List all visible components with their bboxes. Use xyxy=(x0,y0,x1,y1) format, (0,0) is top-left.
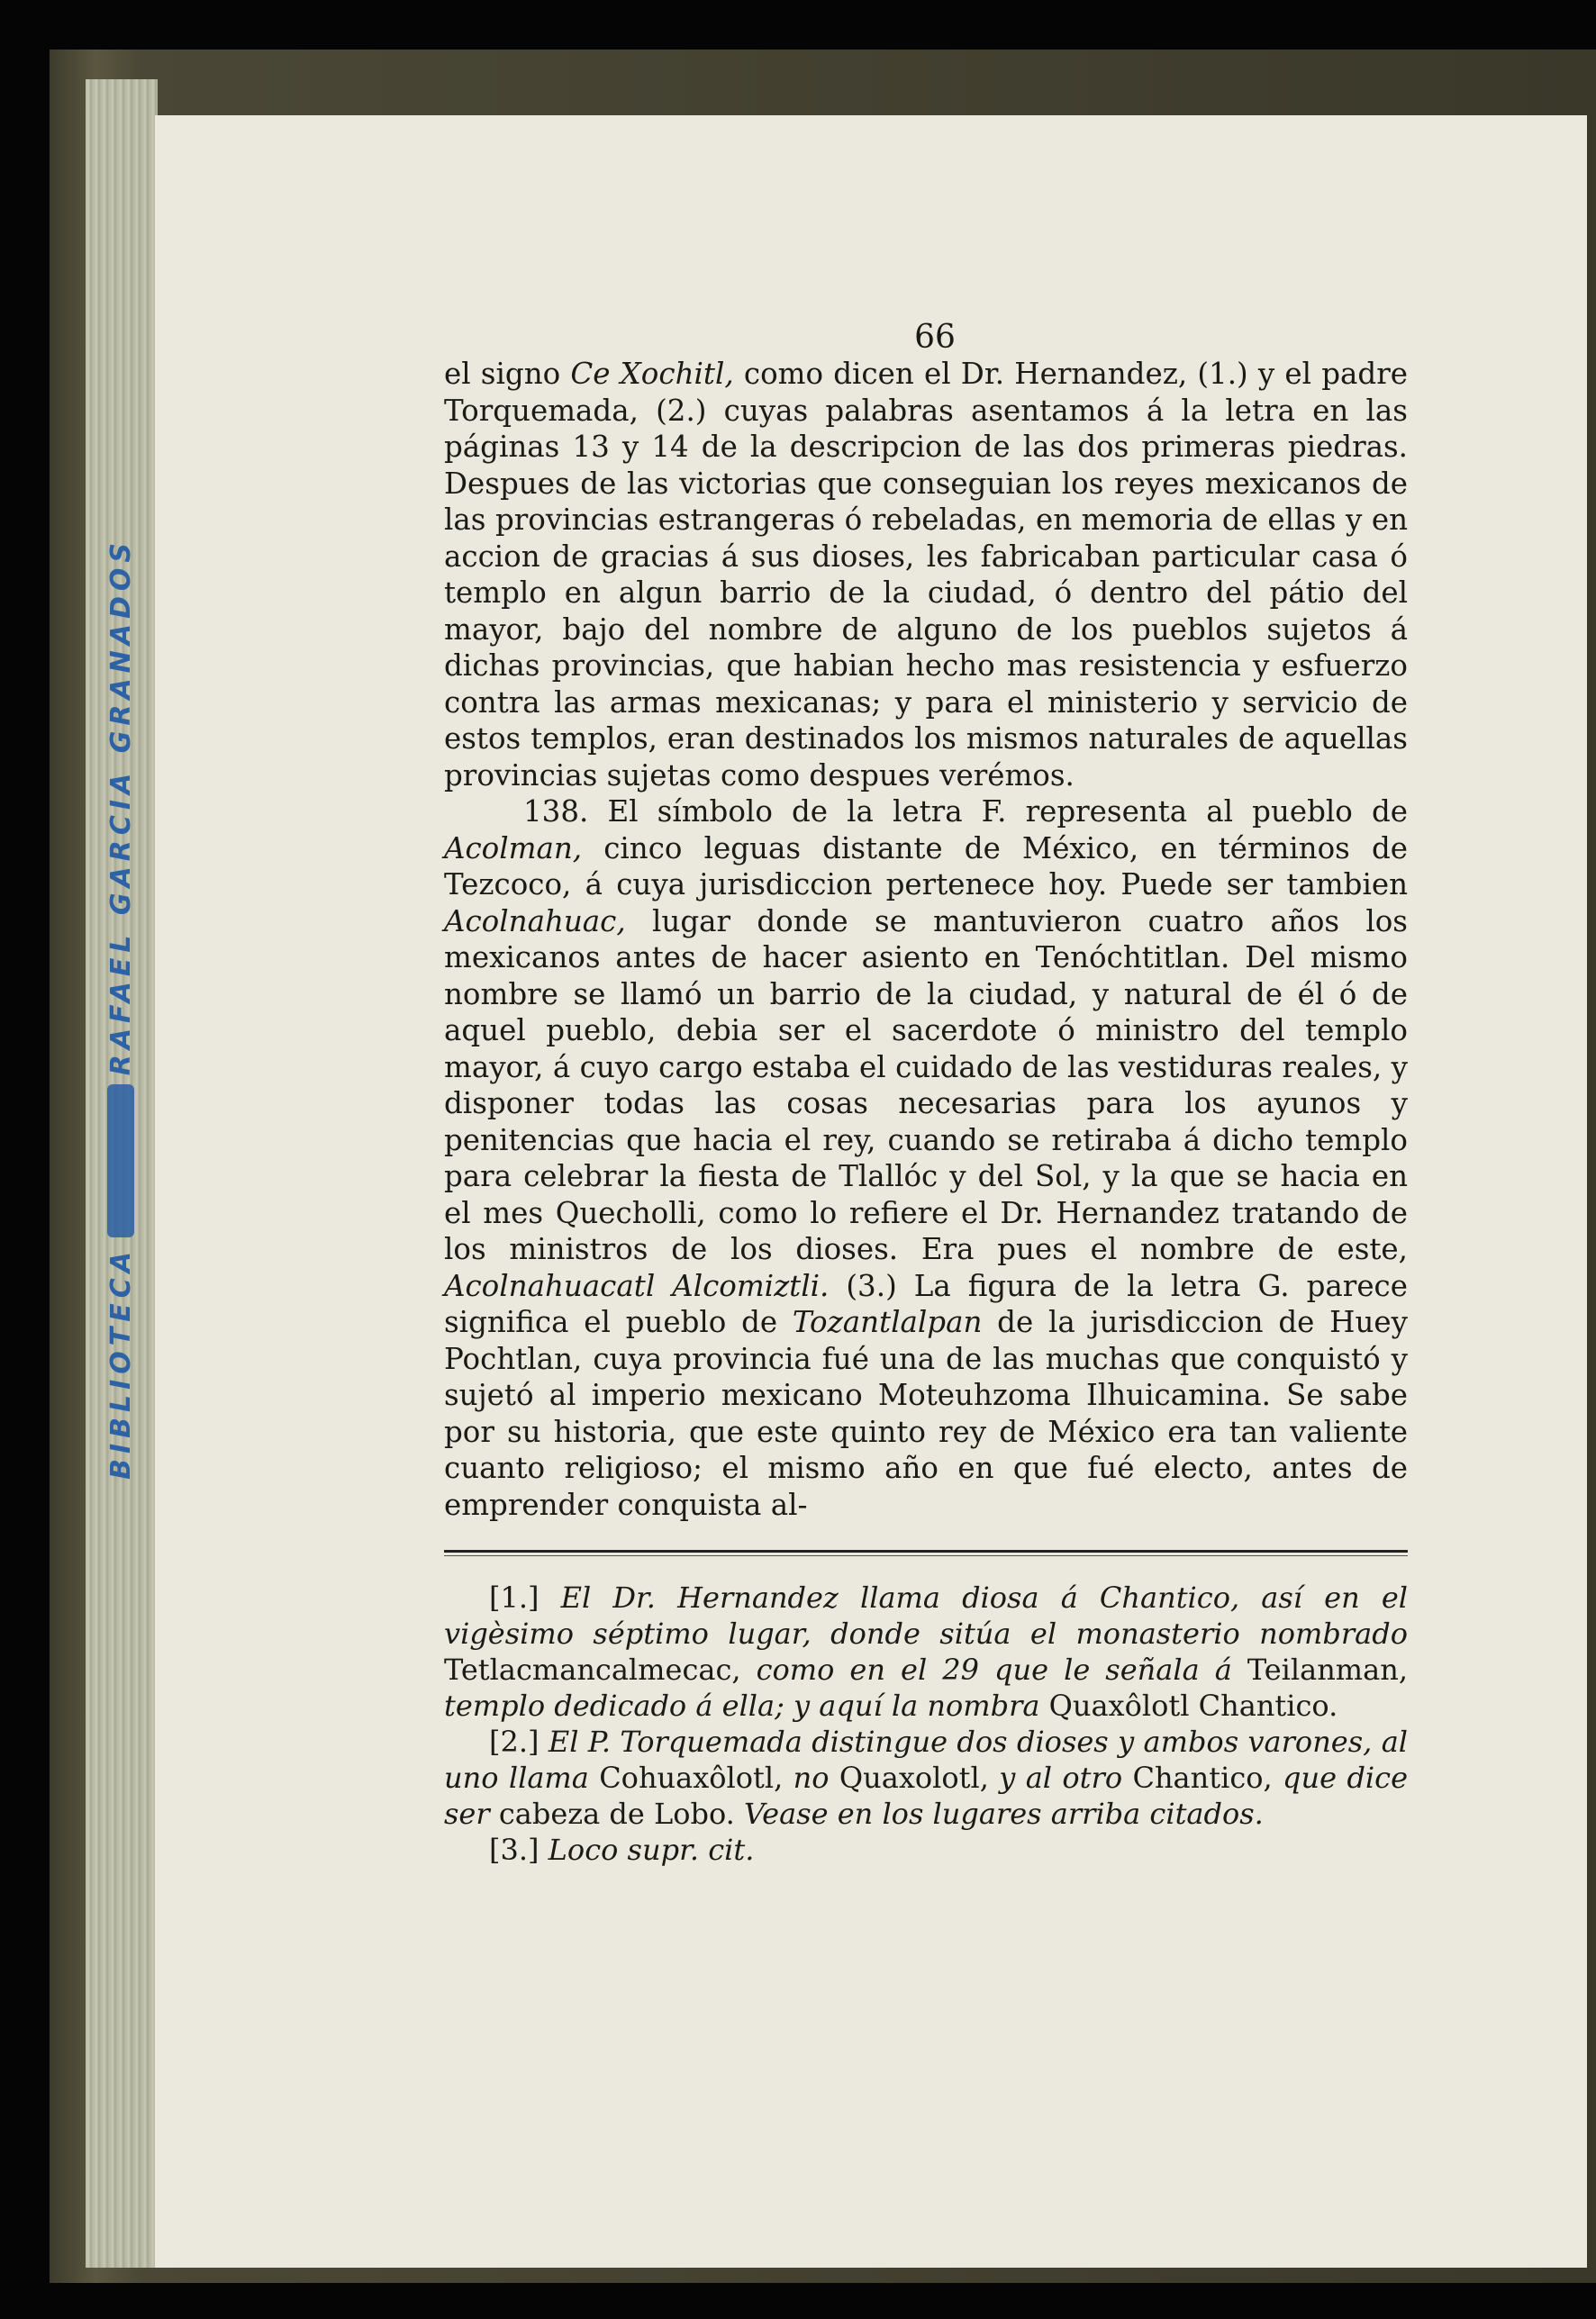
stamp-text-lower: BIBLIOTECA xyxy=(104,1246,137,1481)
stamp-seal-icon xyxy=(107,1084,134,1237)
footnote xyxy=(444,1580,1408,1724)
upright-term: Teilanman, xyxy=(1247,1653,1408,1687)
upright-term: [2.] xyxy=(489,1725,549,1759)
footnotes xyxy=(444,1580,1408,1868)
footnote-text: Loco supr. cit. xyxy=(548,1833,755,1867)
upright-term: Quaxôlotl Chantico. xyxy=(1048,1689,1338,1723)
footnote xyxy=(444,1724,1408,1832)
body-text xyxy=(444,356,1408,1523)
upright-term: Chantico, xyxy=(1132,1761,1273,1795)
footnote-rule xyxy=(444,1550,1408,1556)
text-run: el signo xyxy=(444,357,571,391)
footnote-text: como en el 29 que le señala á xyxy=(740,1653,1247,1687)
footnote xyxy=(444,1832,1408,1868)
italic-term: Tozantlalpan xyxy=(792,1305,983,1339)
footnote-text: El Dr. Hernandez llama diosa á Chantico, así en el vigèsimo séptimo lugar, donde sitúa el monasterio nombrado xyxy=(444,1581,1409,1651)
text-run: 138. El símbolo de la letra F. representa al pueblo de xyxy=(523,794,1408,829)
text-run: cinco leguas distante de México, en términos de Tezcoco, á cuya jurisdiccion pertenece hoy. Puede ser tambien xyxy=(444,830,1408,901)
footnote-text: Vease en los lugares arriba citados. xyxy=(734,1797,1264,1831)
page-text-area xyxy=(444,320,1408,1868)
page-number: 66 xyxy=(914,319,956,356)
footnote-text: que dice ser xyxy=(444,1761,1409,1831)
stamp-text-upper: RAFAEL GARCIA GRANADOS xyxy=(104,537,137,1076)
text-run: (3.) La figura de la letra G. parece significa el pueblo de xyxy=(444,1268,1408,1339)
library-stamp xyxy=(101,468,141,1549)
footnote-text: templo dedicado á ella; y aquí la nombra xyxy=(444,1689,1049,1723)
italic-term: Ce Xochitl, xyxy=(570,357,734,391)
text-run: de la jurisdiccion de Huey Pochtlan, cuya provincia fué una de las muchas que conquistó y sujetó al imperio mexicano Moteuhzoma Ilhuicamina. Se sabe por su historia, que este quinto rey de México era tan valiente cuanto religioso; el mismo año en que fué electo, antes de emprender conquista al- xyxy=(444,1305,1408,1522)
italic-term: Acolnahuacatl Alcomiztli. xyxy=(444,1268,830,1303)
footnote-text: y al otro xyxy=(988,1761,1133,1795)
footnote-text: El P. Torquemada distingue dos dioses y ambos varones, al uno llama xyxy=(444,1725,1408,1795)
upright-term: cabeza de Lobo. xyxy=(498,1797,735,1831)
upright-term: Quaxolotl, xyxy=(839,1761,989,1795)
upright-term: Tetlacmancalmecac, xyxy=(444,1653,741,1687)
italic-term: Acolman, xyxy=(444,830,583,865)
upright-term: [3.] xyxy=(489,1833,549,1867)
upright-term: Cohuaxôlotl, xyxy=(599,1761,784,1795)
upright-term: [1.] xyxy=(489,1581,561,1615)
italic-term: Acolnahuac, xyxy=(444,903,626,938)
text-run: lugar donde se mantuvieron cuatro años los mexicanos antes de hacer asiento en Tenóchtitlan. Del mismo nombre se llamó un barrio de la ciudad, y natural de él ó de aquel pueblo, debia ser el sacerdote ó ministro del templo mayor, á cuyo cargo estaba el cuidado de las vestiduras reales, y disponer todas las cosas necesarias para los ayunos y penitencias que hacia el rey, cuando se retiraba á dicho templo para celebrar la fiesta de Tlallóc y del Sol, y la que se hacia en el mes Quecholli, como lo refiere el Dr. Hernandez tratando de los ministros de los dioses. Era pues el nombre de este, xyxy=(444,903,1408,1266)
footnote-text: no xyxy=(783,1761,839,1795)
paragraph xyxy=(444,793,1408,1523)
text-run: como dicen el Dr. Hernandez, (1.) y el padre Torquemada, (2.) cuyas palabras asentamos á la letra en las páginas 13 y 14 de la descripcion de las dos primeras piedras. Despues de las victorias que conseguian los reyes mexicanos de las provincias estrangeras ó rebeladas, en memoria de ellas y en accion de gracias á sus dioses, les fabricaban particular casa ó templo en algun barrio de la ciudad, ó dentro del pátio del mayor, bajo del nombre de alguno de los pueblos sujetos á dichas provincias, que habian hecho mas resistencia y esfuerzo contra las armas mexicanas; y para el ministerio y servicio de estos templos, eran destinados los mismos naturales de aquellas provincias sujetas como despues verémos. xyxy=(444,357,1408,793)
paragraph xyxy=(444,356,1408,793)
